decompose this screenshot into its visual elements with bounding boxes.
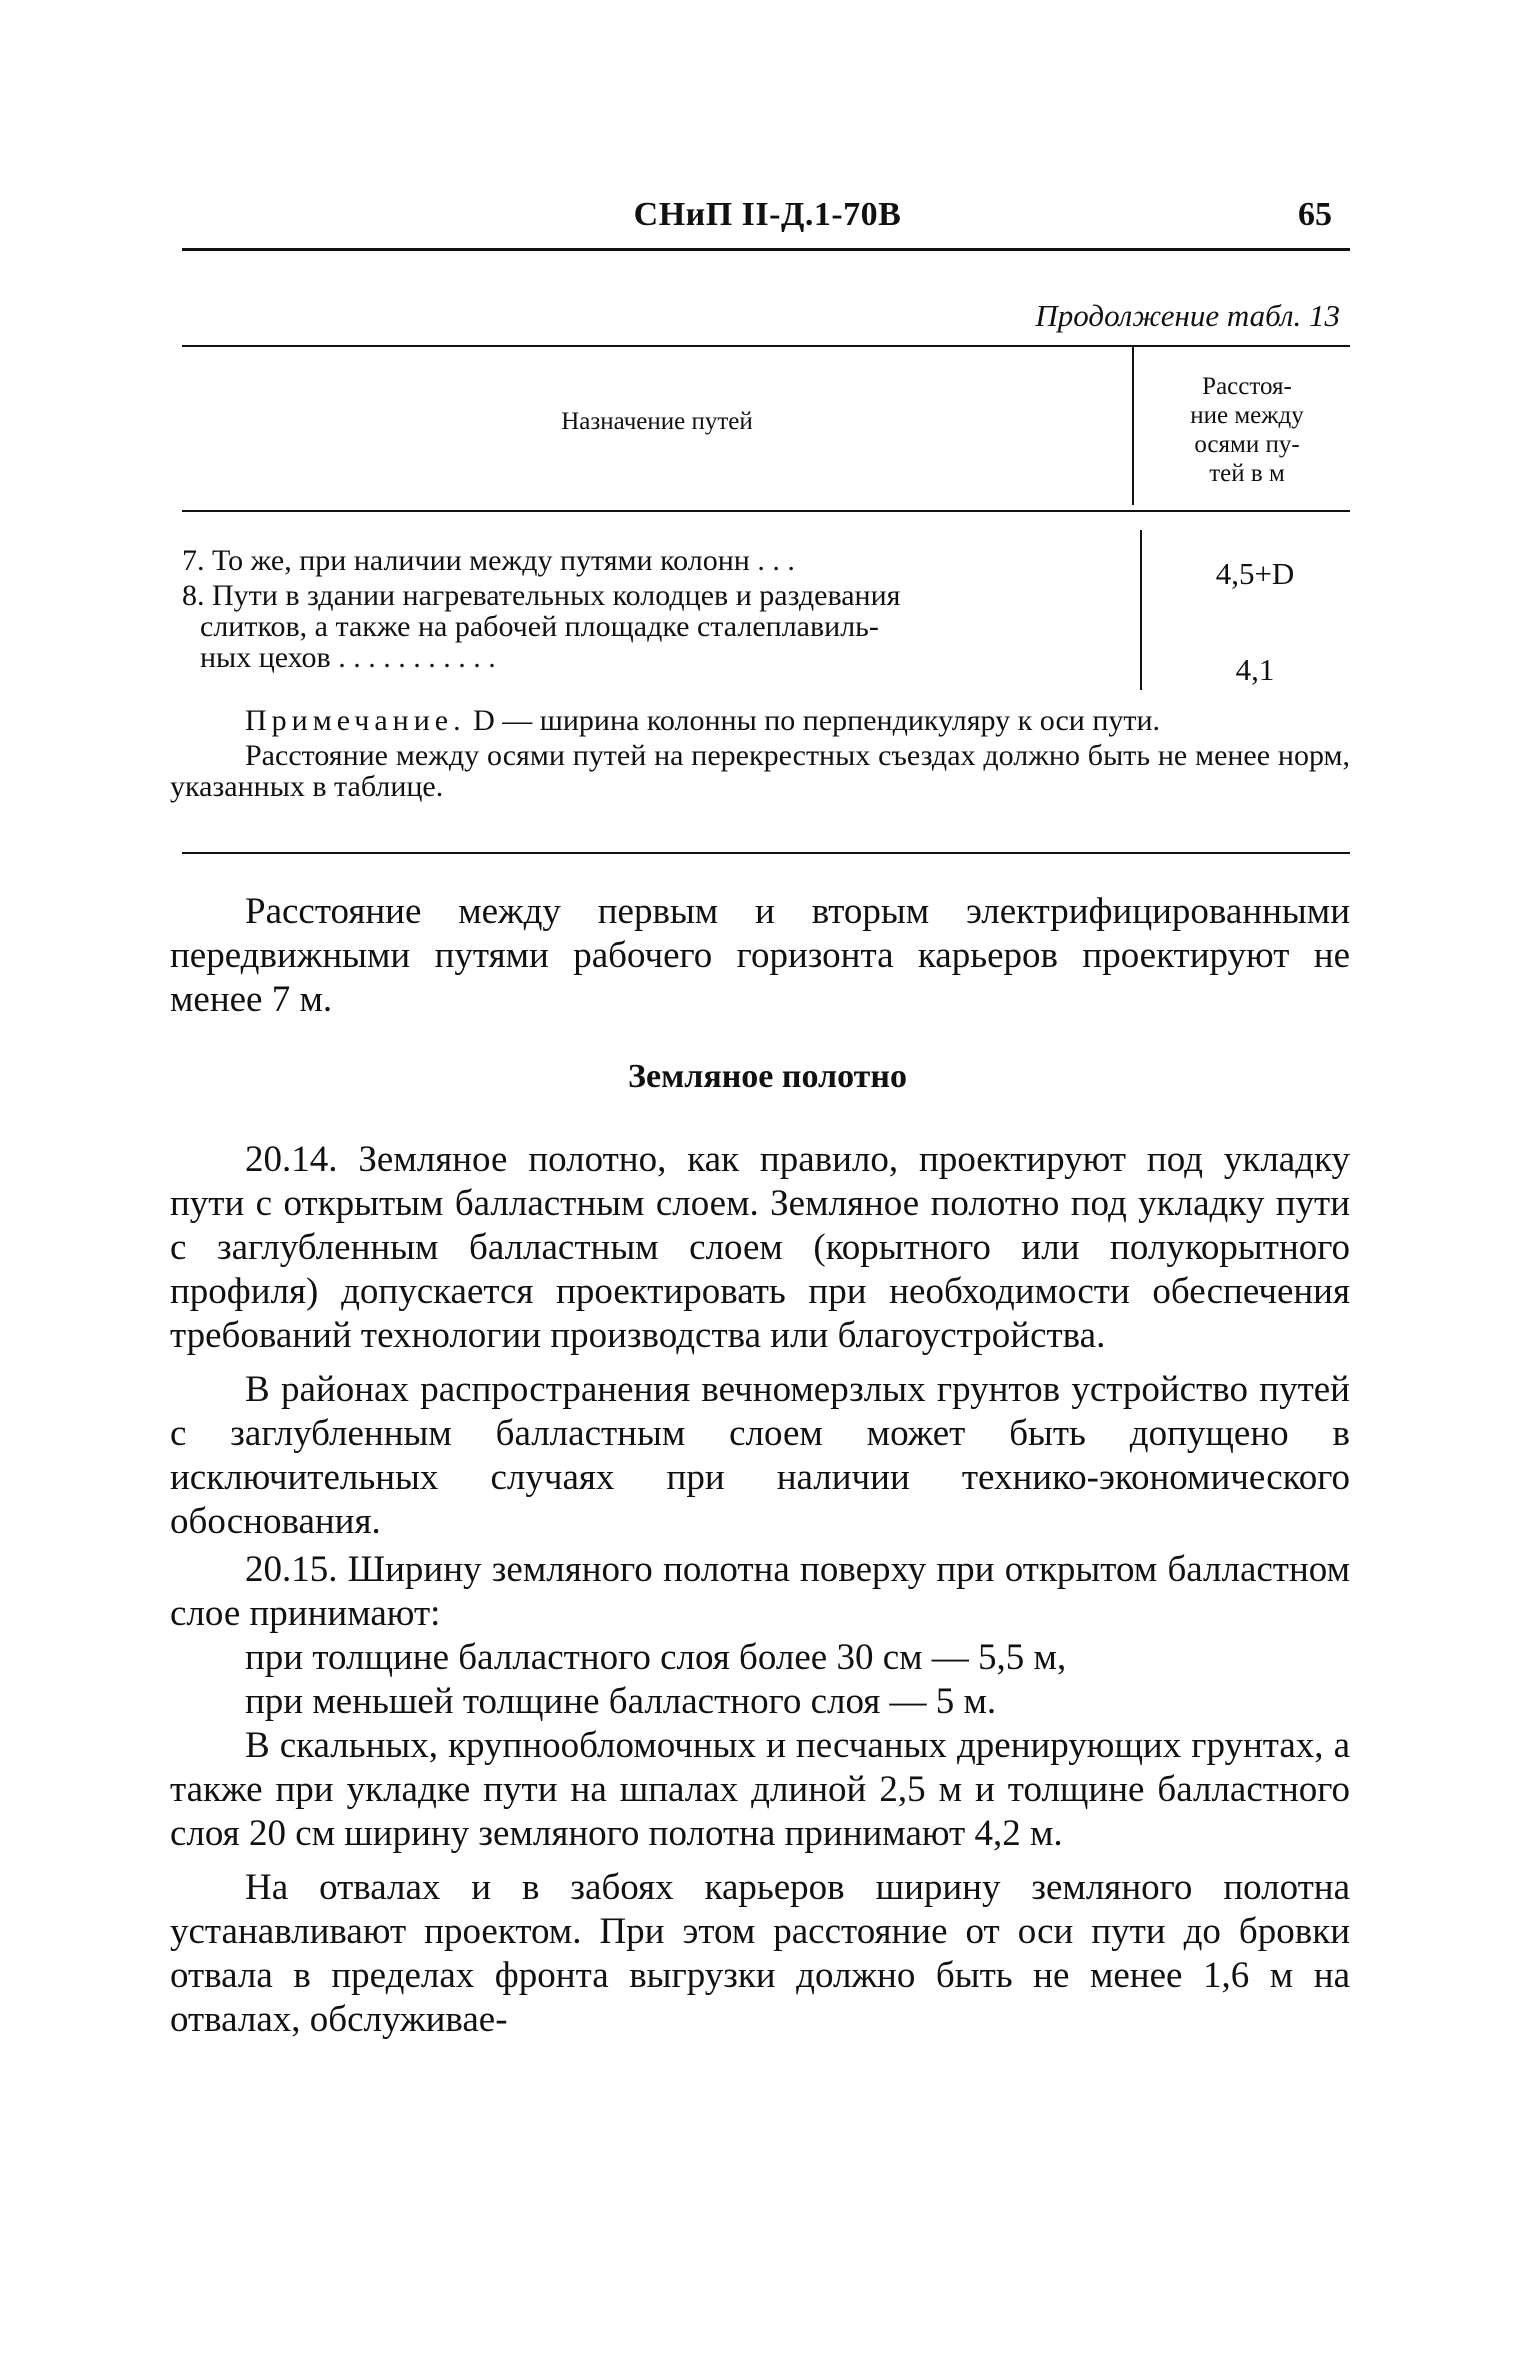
paragraph-permafrost: В районах распространения вечномерзлых грунтов устройство путей с заглубленным балластным слоем может быть допущено в исключительных случаях при наличии технико-экономического обоснования. (170, 1369, 1350, 1542)
note-label: Примечание. (245, 704, 466, 737)
paragraph-20-14: 20.14. Земляное полотно, как правило, проектируют под укладку пути с открытым балластным слоем. Земляное полотно под укладку пути с заглубленным балластным слоем (корытного или полукорытного профиля) допускается проектировать при необходимости обеспечения требований технологии производства или благоустройства. (170, 1139, 1350, 1356)
list-item: при меньшей толщине балластного слоя — 5 м. (245, 1681, 997, 1722)
table-caption: Продолжение табл. 13 (1035, 298, 1340, 333)
column-header-distance-line: осями пу- (1194, 431, 1300, 458)
header-rule (182, 248, 1350, 251)
paragraph-20-15: 20.15. Ширину земляного полотна поверху при открытом балластном слое принимают: (170, 1549, 1350, 1634)
column-header-distance-line: Расстоя- (1202, 373, 1292, 400)
column-header-distance-line: тей в м (1209, 460, 1285, 487)
section-heading: Земляное полотно (628, 1058, 907, 1095)
paragraph-dumps: На отвалах и в забоях карьеров ширину земляного полотна устанавливают проектом. При этом расстояние от оси пути до бровки отвала в пределах фронта выгрузки должно быть не менее 1,6 м на отвалах, обслуживае- (170, 1867, 1350, 2040)
table-row-8-line: слитков, а также на рабочей площадке сталеплавиль- (200, 610, 879, 643)
table-row-7-value: 4,5+D (1215, 556, 1295, 591)
running-header-title: СНиП II-Д.1-70В (633, 196, 902, 233)
page-number: 65 (1298, 196, 1332, 233)
table-bottom-rule (182, 852, 1350, 854)
table-row-8-text (182, 580, 1132, 673)
table-notes (170, 705, 1350, 802)
list-item: при толщине балластного слоя более 30 см — 5,5 м, (245, 1637, 1067, 1678)
table-row-8-line: 8. Пути в здании нагревательных колодцев и раздевания (182, 579, 901, 612)
table-header-divider (1132, 345, 1134, 505)
table-row-8-line: ных цехов . . . . . . . . . . . (200, 641, 496, 674)
column-header-distance-line: ние между (1190, 402, 1304, 429)
table-body-divider (1140, 530, 1142, 690)
paragraph-rocky-soils: В скальных, крупнообломочных и песчаных дренирующих грунтах, а также при укладке пути на шпалах длиной 2,5 м и толщине балластного слоя 20 см ширину земляного полотна принимают 4,2 м. (170, 1725, 1350, 1854)
note-text: D — ширина колонны по перпендикуляру к оси пути. (473, 704, 1161, 737)
column-header-purpose: Назначение путей (561, 408, 753, 435)
table-top-rule (182, 345, 1350, 347)
table-row-8-value: 4,1 (1235, 652, 1275, 687)
table-header-rule (182, 510, 1350, 512)
intro-paragraph: Расстояние между первым и вторым электрифицированными передвижными путями рабочего горизонта карьеров проектируют не менее 7 м. (170, 891, 1350, 1020)
intro-paragraph-block (170, 890, 1350, 1022)
note-text: Расстояние между осями путей на перекрестных съездах должно быть не менее норм, указанных в таблице. (170, 739, 1350, 803)
main-text-block (170, 1138, 1350, 2042)
column-header-distance (1142, 372, 1352, 488)
table-row-7-text: 7. То же, при наличии между путями колонн . . . (182, 544, 795, 577)
